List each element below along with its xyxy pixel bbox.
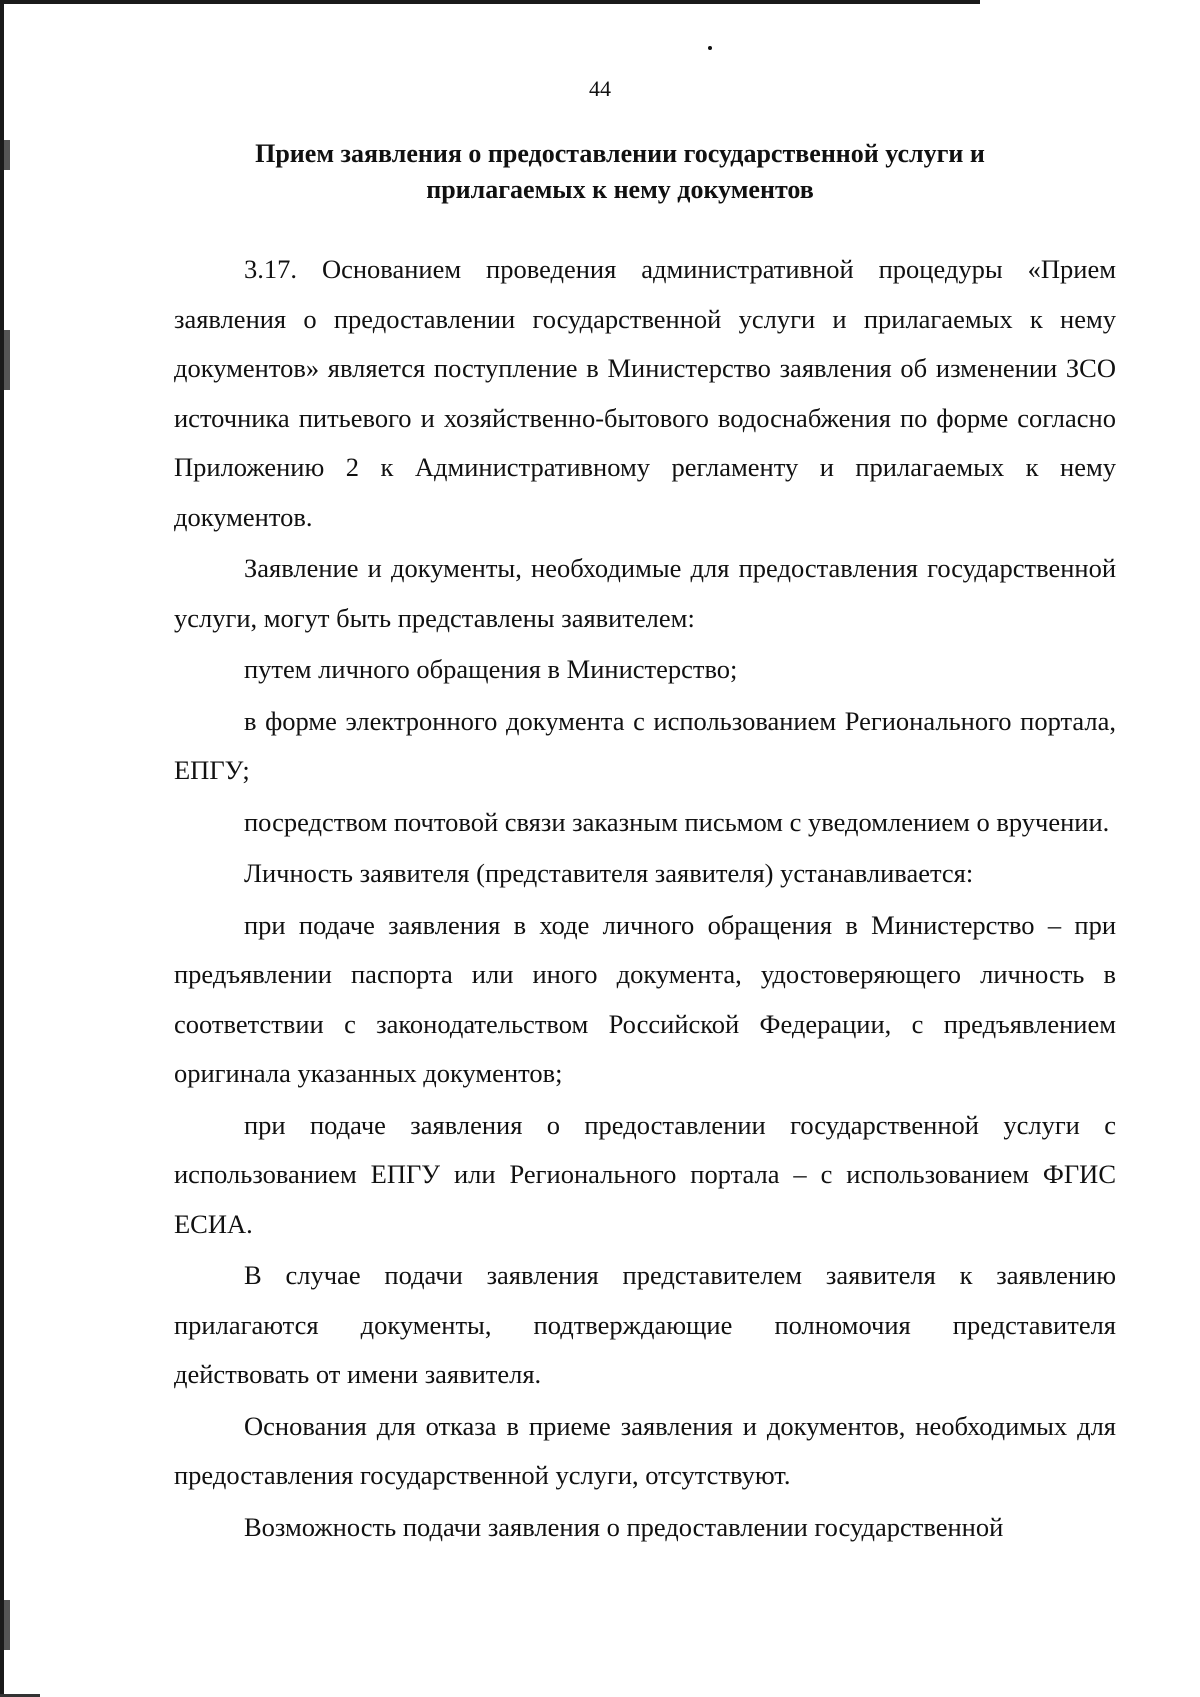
scan-edge-top xyxy=(0,0,980,4)
paragraph-identity: Личность заявителя (представителя заявителя) устанавливается: xyxy=(244,858,974,888)
scan-speck xyxy=(708,46,712,50)
page-number: 44 xyxy=(589,76,611,101)
list-item-postal: посредством почтовой связи заказным письмом с уведомлением о вручении. xyxy=(244,806,1110,837)
paragraph-3-17: 3.17. Основанием проведения административной процедуры «Прием заявления о предоставлении государственной услуги и прилагаемых к нему документов» является поступление в Министерство заявления об изменении ЗСО источника питьевого и хозяйственно-бытового водоснабжения по форме согласно Приложению 2 к Административному регламенту и прилагаемых к нему документов. xyxy=(174,254,1116,532)
scan-edge-mark xyxy=(4,140,10,170)
section-heading-line-2: прилагаемых к нему документов xyxy=(426,175,814,204)
document-body xyxy=(174,245,1116,1552)
paragraph-representative: В случае подачи заявления представителем заявителя к заявлению прилагаются документы, подтверждающие полномочия представителя действовать от имени заявителя. xyxy=(174,1260,1116,1389)
list-item-identity-in-person: при подаче заявления в ходе личного обращения в Министерство – при предъявлении паспорта или иного документа, удостоверяющего личность в соответствии с законодательством Российской Федерации, с предъявлением оригинала указанных документов; xyxy=(174,909,1116,1088)
section-heading xyxy=(180,136,1060,208)
list-item-electronic: в форме электронного документа с использованием Регионального портала, ЕПГУ; xyxy=(174,705,1116,785)
scan-edge-mark xyxy=(4,1600,10,1650)
list-item-personal-visit: путем личного обращения в Министерство; xyxy=(244,654,738,684)
section-heading-line-1: Прием заявления о предоставлении государственной услуги и xyxy=(255,139,985,168)
paragraph-refusal-grounds: Основания для отказа в приеме заявления и документов, необходимых для предоставления государственной услуги, отсутствуют. xyxy=(174,1410,1116,1490)
paragraph-possibility: Возможность подачи заявления о предоставлении государственной xyxy=(244,1511,1004,1542)
paragraph-submission-methods: Заявление и документы, необходимые для предоставления государственной услуги, могут быть представлены заявителем: xyxy=(174,553,1116,633)
scan-edge-mark xyxy=(4,330,10,390)
scan-edge-left xyxy=(0,0,4,1697)
list-item-identity-online: при подаче заявления о предоставлении государственной услуги с использованием ЕПГУ или Регионального портала – с использованием ФГИС ЕСИА. xyxy=(174,1109,1116,1239)
